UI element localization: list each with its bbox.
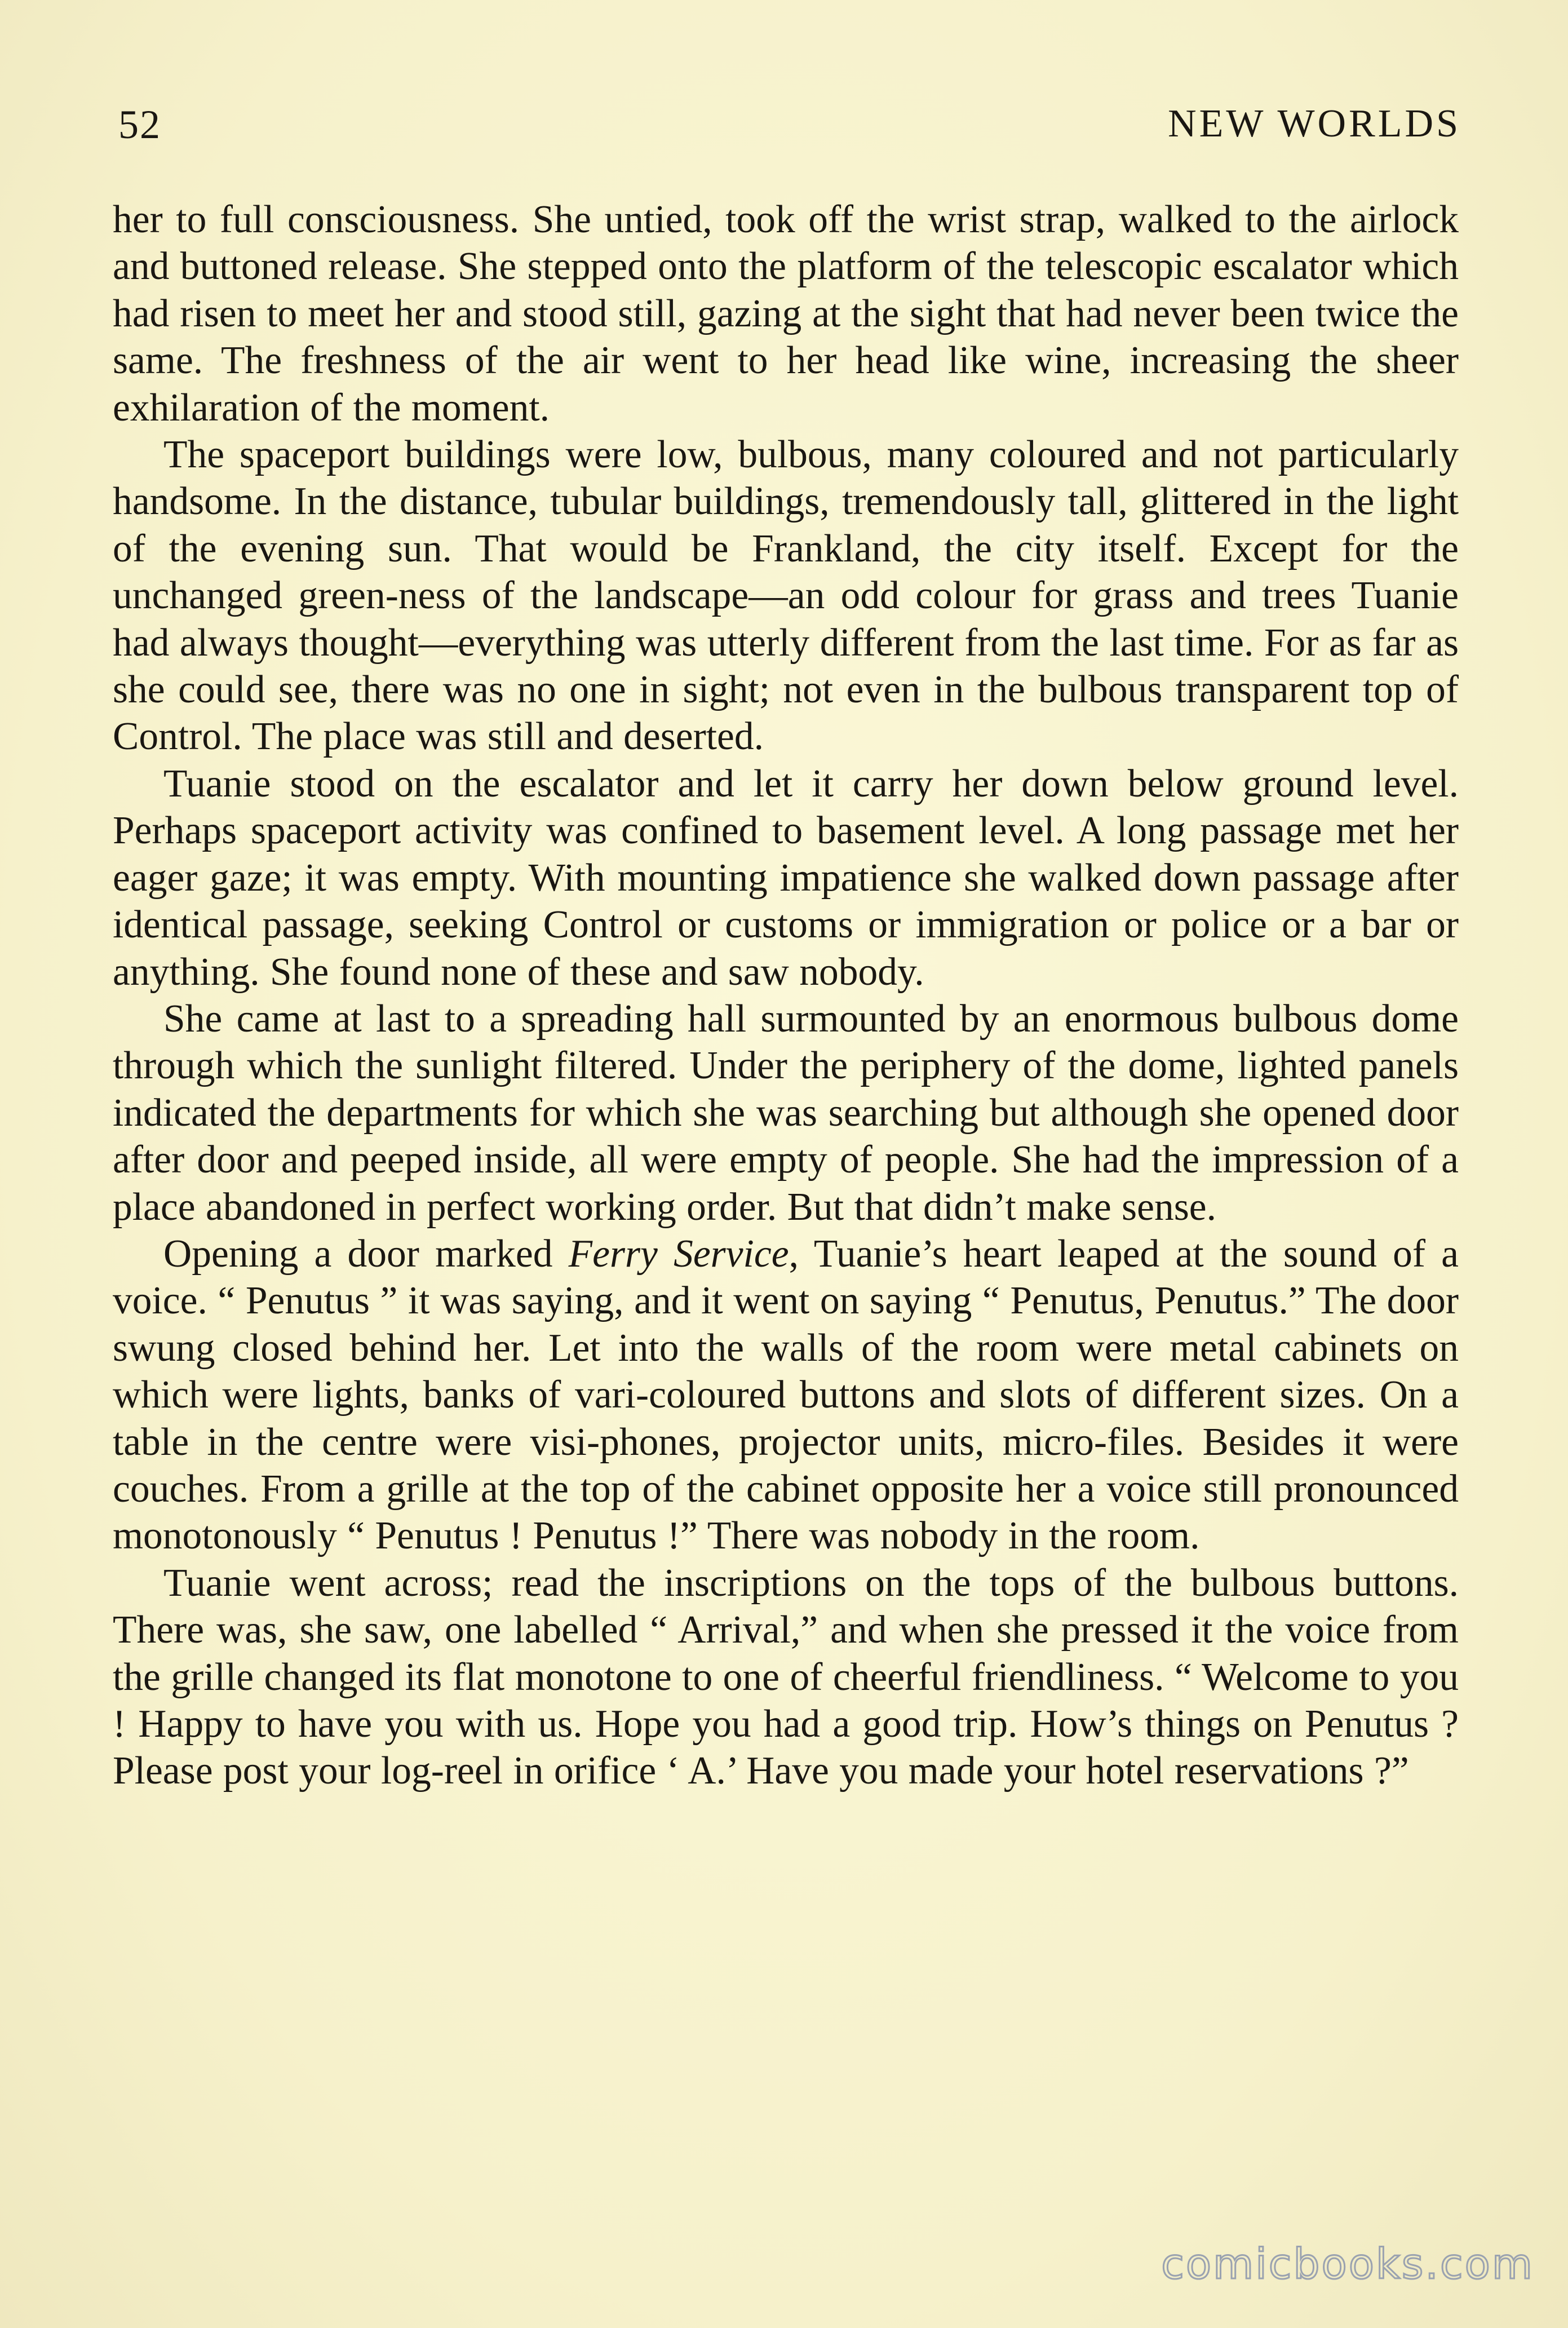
paragraph-6: Tuanie went across; read the inscriptions on the tops of the bulbous buttons. There was, she saw, one labelled “ Arrival,” and when she pressed it the voice from the grille changed its flat monotone to one of cheerful friendliness. “ Welcome to you ! Happy to have you with us. Hope you had a good trip. How’s things on Penutus ? Please post your log-reel in orifice ‘ A.’ Have you made your hotel reservations ?” (113, 1561, 1459, 1793)
body-text (113, 196, 1459, 1795)
page-number: 52 (118, 102, 161, 147)
paragraph-5-lead: Opening a door marked (163, 1232, 569, 1276)
paragraph-3: Tuanie stood on the escalator and let it carry her down below ground level. Perhaps spaceport activity was confined to basement level. A long passage met her eager gaze; it was empty. With mounting impatience she walked down passage after identical passage, seeking Control or customs or immigration or police or a bar or anything. She found none of these and saw nobody. (113, 762, 1459, 994)
paragraph-1: her to full consciousness. She untied, took off the wrist strap, walked to the airlock and buttoned release. She stepped onto the platform of the telescopic escalator which had risen to meet her and stood still, gazing at the sight that had never been twice the same. The freshness of the air went to her head like wine, increasing the sheer exhilaration of the moment. (113, 198, 1459, 430)
running-head: NEW WORLDS (1168, 102, 1461, 145)
watermark: comicbooks.com (1161, 2240, 1534, 2289)
page-header (118, 101, 1461, 152)
ferry-service-italic: Ferry Service (568, 1232, 789, 1276)
paragraph-5-rest: , Tuanie’s heart leaped at the sound of a voice. “ Penutus ” it was saying, and it went on saying “ Penutus, Penutus.” The door swung closed behind her. Let into the walls of the room were metal cabinets on which were lights, banks of vari-coloured buttons and slots of different sizes. On a table in the centre were visi-phones, projector units, micro-files. Besides it were couches. From a grille at the top of the cabinet opposite her a voice still pronounced monotonously “ Penutus ! Penutus !” There was nobody in the room. (113, 1232, 1459, 1558)
paragraph-2: The spaceport buildings were low, bulbous, many coloured and not particularly handsome. In the distance, tubular buildings, tremendously tall, glittered in the light of the evening sun. That would be Frankland, the city itself. Except for the unchanged green-ness of the landscape—an odd colour for grass and trees Tuanie had always thought—everything was utterly different from the last time. For as far as she could see, there was no one in sight; not even in the bulbous transparent top of Control. The place was still and deserted. (113, 433, 1459, 759)
paragraph-4: She came at last to a spreading hall surmounted by an enormous bulbous dome through which the sunlight filtered. Under the periphery of the dome, lighted panels indicated the departments for which she was searching but although she opened door after door and peeped inside, all were empty of people. She had the impression of a place abandoned in perfect working order. But that didn’t make sense. (113, 997, 1459, 1229)
paragraph-5 (113, 1231, 1459, 1560)
